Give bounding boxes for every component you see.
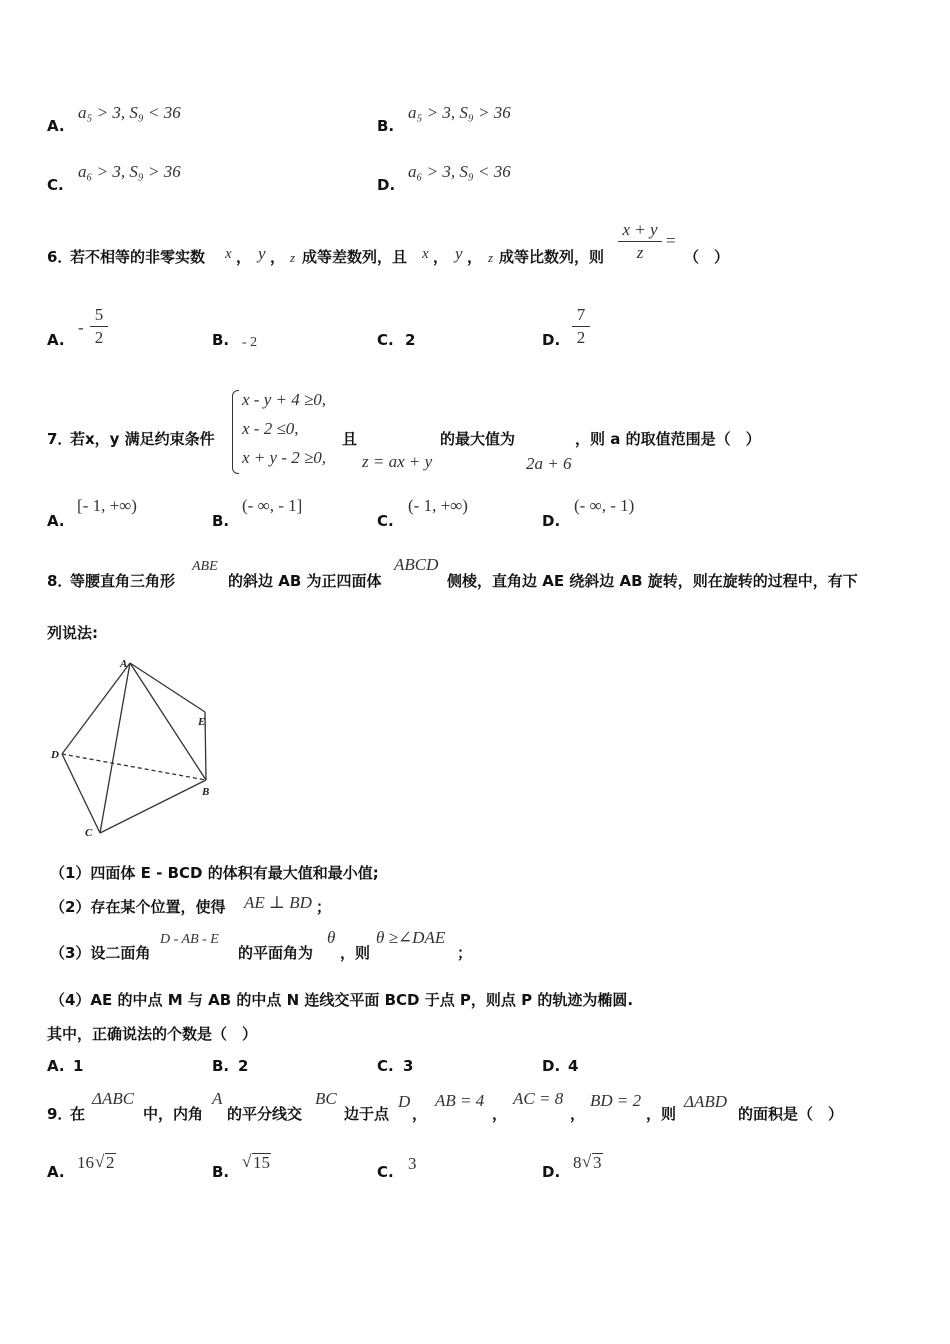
edge-ad xyxy=(62,663,130,754)
option-label: D. xyxy=(377,176,396,194)
statement-text: ，则 xyxy=(340,944,371,962)
math-perp: AE ⊥ BD xyxy=(244,893,312,912)
math-abe: ABE xyxy=(192,559,218,574)
statement-1: （1）四面体 E - BCD 的体积有最大值和最小值; xyxy=(50,864,379,882)
fraction-numerator: 5 xyxy=(94,305,104,324)
fraction-numerator: 7 xyxy=(576,305,586,324)
statement-text: （2）存在某个位置，使得 xyxy=(50,898,226,916)
question-text: 列说法: xyxy=(47,624,98,642)
option-label: B. xyxy=(212,1163,230,1181)
equals-sign: = xyxy=(666,231,676,250)
var-x: x xyxy=(225,246,232,262)
question-text: 成等比数列，则 xyxy=(499,248,605,266)
comma: ， xyxy=(467,248,483,266)
fraction-denominator: 2 xyxy=(576,328,586,347)
math-triangle: ΔABD xyxy=(684,1092,728,1111)
constraint: x - 2 ≤0, xyxy=(242,419,299,438)
comma: ， xyxy=(433,248,449,266)
option-label: B. xyxy=(212,331,230,349)
tetrahedron-figure xyxy=(48,655,223,840)
option-math: (- ∞, - 1) xyxy=(574,496,635,515)
edge-dc xyxy=(62,754,100,833)
constraint: x - y + 4 ≥0, xyxy=(242,390,327,409)
option-label: D. xyxy=(542,331,561,349)
vertex-label-c: C xyxy=(85,827,93,839)
math-angle: θ ≥∠DAE xyxy=(376,928,446,947)
option-label: A. xyxy=(47,512,65,530)
coefficient: 8 xyxy=(573,1153,582,1172)
option-label: B. xyxy=(377,117,395,135)
coefficient: 16 xyxy=(77,1153,94,1172)
option-label: C. xyxy=(377,331,394,349)
option-label: C. xyxy=(377,1163,394,1181)
var-z: z xyxy=(290,250,296,265)
option-math: - 2 xyxy=(242,335,258,350)
comma: ， xyxy=(492,1105,508,1123)
edge-cb xyxy=(100,780,206,833)
fraction xyxy=(618,220,662,263)
var-y: y xyxy=(455,244,463,263)
math-ac: AC = 8 xyxy=(513,1089,564,1108)
option-value: 4 xyxy=(568,1057,579,1075)
radical-sign: √ xyxy=(242,1152,252,1171)
fraction-denominator: 2 xyxy=(94,328,104,347)
vertex-label-a: A xyxy=(120,658,128,670)
question-text: 的斜边 AB 为正四面体 xyxy=(228,572,382,590)
math-bc: BC xyxy=(315,1089,337,1108)
option-math: 3 xyxy=(408,1154,417,1173)
option-value: 2 xyxy=(238,1057,249,1075)
question-number: 9． xyxy=(47,1105,73,1123)
option-label: C. xyxy=(47,176,64,194)
comma: ， xyxy=(236,248,252,266)
option-label: B. xyxy=(212,1057,230,1075)
question-text: 在 xyxy=(70,1105,86,1123)
objective: z = ax + y xyxy=(362,452,433,471)
math-d: D xyxy=(398,1092,411,1111)
option-label: A. xyxy=(47,117,65,135)
var-z: z xyxy=(488,250,494,265)
fraction-numerator: x + y xyxy=(622,220,658,239)
var-y: y xyxy=(258,244,266,263)
question-number: 6． xyxy=(47,248,73,266)
math-dihedral: D - AB - E xyxy=(160,932,219,947)
option-math: a₅ > 3, S₉ > 36 xyxy=(408,103,511,122)
math-bd: BD = 2 xyxy=(590,1091,642,1110)
statement-4: （4）AE 的中点 M 与 AB 的中点 N 连线交平面 BCD 于点 P，则点 P 的轨迹为椭圆. xyxy=(50,991,634,1009)
vertex-label-b: B xyxy=(202,786,210,798)
question-text: ，则 a 的取值范围是（ ） xyxy=(575,430,761,448)
radical-sign: √ xyxy=(95,1152,105,1171)
option-math: (- ∞, - 1] xyxy=(242,496,303,515)
math-abcd: ABCD xyxy=(394,555,439,574)
option-label: C. xyxy=(377,1057,394,1075)
edge-ac xyxy=(100,663,130,833)
statement-text: ； xyxy=(457,944,473,962)
option-math: a₆ > 3, S₉ < 36 xyxy=(408,162,511,181)
comma: ， xyxy=(570,1105,586,1123)
option-math: (- 1, +∞) xyxy=(408,496,468,515)
answer-blank: （ ） xyxy=(684,248,730,266)
edge-ae xyxy=(130,663,205,712)
question-text: 边于点 xyxy=(344,1105,390,1123)
math-ab: AB = 4 xyxy=(435,1091,485,1110)
comma: ， xyxy=(412,1105,428,1123)
minus-sign: - xyxy=(78,318,84,337)
math-angle-a: A xyxy=(212,1089,223,1108)
option-label: C. xyxy=(377,512,394,530)
radicand: 15 xyxy=(253,1153,270,1172)
brace xyxy=(232,390,239,474)
option-value: 2 xyxy=(405,331,416,349)
statement-text: 的平面角为 xyxy=(238,944,314,962)
option-label: A. xyxy=(47,331,65,349)
option-label: D. xyxy=(542,1057,561,1075)
question-text: 侧棱，直角边 AE 绕斜边 AB 旋转，则在旋转的过程中，有下 xyxy=(447,572,858,590)
var-x: x xyxy=(422,246,429,262)
statement-text: （3）设二面角 xyxy=(50,944,151,962)
option-math: a₆ > 3, S₉ > 36 xyxy=(78,162,181,181)
statement-text: ； xyxy=(316,898,332,916)
constraint: x + y - 2 ≥0, xyxy=(242,448,327,467)
question-number: 8． xyxy=(47,572,73,590)
question-text: 且 xyxy=(342,430,358,448)
question-text: ，则 xyxy=(646,1105,677,1123)
question-text: 等腰直角三角形 xyxy=(70,572,176,590)
option-value: 3 xyxy=(403,1057,414,1075)
option-label: D. xyxy=(542,512,561,530)
edge-ab xyxy=(130,663,206,780)
comma: ， xyxy=(270,248,286,266)
question-text: 若x，y 满足约束条件 xyxy=(70,430,215,448)
question-text: 其中，正确说法的个数是（ ） xyxy=(47,1025,258,1043)
radicand: 2 xyxy=(106,1153,115,1172)
edge-db-hidden xyxy=(62,754,206,780)
question-text: 的面积是（ ） xyxy=(738,1105,844,1123)
vertex-label-e: E xyxy=(198,716,206,728)
question-text: 中，内角 xyxy=(143,1105,204,1123)
fraction xyxy=(572,305,590,348)
max-value: 2a + 6 xyxy=(526,454,572,473)
radicand: 3 xyxy=(593,1153,602,1172)
option-label: A. xyxy=(47,1057,65,1075)
option-label: D. xyxy=(542,1163,561,1181)
question-number: 7． xyxy=(47,430,73,448)
question-text: 成等差数列，且 xyxy=(302,248,408,266)
option-math: [- 1, +∞) xyxy=(77,496,137,515)
radical-sign: √ xyxy=(582,1152,592,1171)
question-text: 的最大值为 xyxy=(440,430,516,448)
option-label: B. xyxy=(212,512,230,530)
vertex-label-d: D xyxy=(51,749,59,761)
math-theta: θ xyxy=(327,928,336,947)
option-label: A. xyxy=(47,1163,65,1181)
math-triangle: ΔABC xyxy=(92,1089,135,1108)
question-text: 若不相等的非零实数 xyxy=(70,248,206,266)
option-math: a₅ > 3, S₉ < 36 xyxy=(78,103,181,122)
fraction-denominator: z xyxy=(636,243,644,262)
option-value: 1 xyxy=(73,1057,84,1075)
question-text: 的平分线交 xyxy=(227,1105,303,1123)
fraction xyxy=(90,305,108,348)
